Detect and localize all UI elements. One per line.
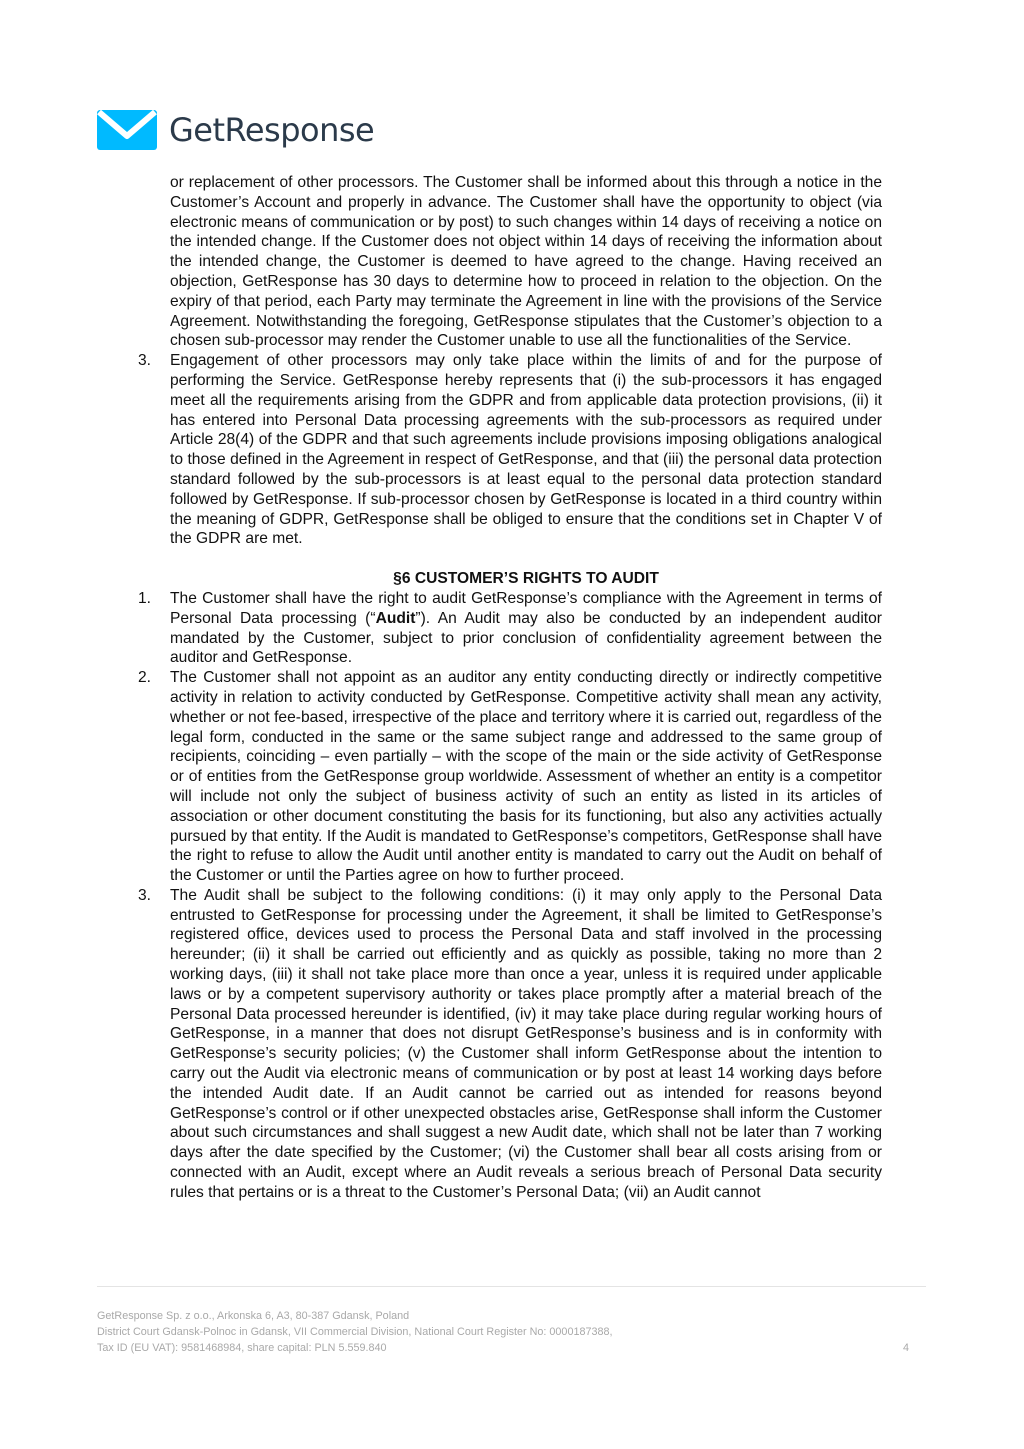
continuation-paragraph: or replacement of other processors. The Customer shall be informed about this through a notice in the Customer’s Account and properly in advance. The Customer shall have the opportunity to object (via electronic means of communication or by post) to such changes within 14 days of receiving a notice on the intended change. If the Customer does not object within 14 days of receiving the information about the intended change, the Customer is deemed to have agreed to the change. Having received an objection, GetResponse has 30 days to determine how to proceed in relation to the objection. On the expiry of that period, each Party may terminate the Agreement in line with the provisions of the Service Agreement. Notwithstanding the foregoing, GetResponse stipulates that the Customer’s objection to a chosen sub-processor may render the Customer unable to use all the functionalities of the Service. — [170, 174, 882, 350]
envelope-logo-icon — [97, 110, 157, 150]
brand-name: GetResponse — [169, 111, 375, 149]
item-number: 1. — [138, 589, 152, 607]
section6-item-3 — [138, 886, 882, 1203]
footer-tax-info: Tax ID (EU VAT): 9581468984, share capital: PLN 5.559.840 — [97, 1341, 387, 1354]
page-footer — [97, 1309, 909, 1356]
brand-logo — [97, 108, 374, 152]
item-text-after: ”). An Audit may also be conducted by an independent auditor mandated by the Customer, subject to prior conclusion of confidentiality agreement between the auditor and GetResponse. — [170, 609, 882, 667]
defined-term: Audit — [375, 609, 416, 627]
footer-company-address: GetResponse Sp. z o.o., Arkonska 6, A3, 80-387 Gdansk, Poland — [97, 1310, 410, 1322]
page-number: 4 — [902, 1341, 909, 1354]
document-body — [138, 173, 882, 1203]
footer-divider — [97, 1286, 926, 1287]
item-text: Engagement of other processors may only take place within the limits of and for the purpose of performing the Service. GetResponse hereby represents that (i) the sub-processors it has engaged meet all the requirements arising from the GDPR and from applicable data protection provisions, (ii) it has entered into Personal Data processing agreements with the sub-processors as required under Article 28(4) of the GDPR and that such agreements include provisions imposing obligations analogical to those defined in the Agreement in respect of GetResponse, and that (iii) the personal data protection standard followed by the sub-processors is at least equal to the personal data protection standard followed by GetResponse. If sub-processor chosen by GetResponse is located in a third country within the meaning of GDPR, GetResponse shall be obliged to ensure that the conditions set in Chapter V of the GDPR are met. — [170, 352, 882, 548]
item-text-before: The Customer shall have the right to audit GetResponse’s compliance with the Agreement in terms of Personal Data processing (“ — [170, 589, 882, 627]
section6-item-2 — [138, 668, 882, 886]
item-number: 2. — [138, 669, 152, 687]
item-text: The Audit shall be subject to the following conditions: (i) it may only apply to the Personal Data entrusted to GetResponse for processing under the Agreement, it shall be limited to GetResponse’s registered office, devices used to process the Personal Data and staff involved in the processing hereunder; (ii) it shall be carried out efficiently and as quickly as possible, taking no more than 2 working days, (iii) it shall not take place more than once a year, unless it is required under applicable laws or by a competent supervisory authority or takes place promptly after a material breach of the Personal Data processed hereunder is identified, (iv) it may take place during regular working hours of GetResponse, in a manner that does not disrupt GetResponse’s business and is in conformity with GetResponse’s security policies; (v) the Customer shall inform GetResponse about the intention to carry out the Audit via electronic means of communication or by post at least 14 working days before the intended Audit date. If an Audit cannot be carried out as intended for reasons beyond GetResponse’s control or if other unexpected obstacles arise, GetResponse shall inform the Customer about such circumstances and shall suggest a new Audit date, which shall not be later than 7 working days after the date specified by the Customer; (vi) the Customer shall bear all costs arising from or connected with an Audit, except where an Audit reveals a serious breach of Personal Data security rules that pertains or is a threat to the Customer’s Personal Data; (vii) an Audit cannot — [170, 886, 882, 1201]
footer-court-register: District Court Gdansk-Polnoc in Gdansk, VII Commercial Division, National Court Register No: 0000187388, — [97, 1325, 613, 1338]
section5-item-3 — [138, 351, 882, 549]
section-heading: §6 CUSTOMER’S RIGHTS TO AUDIT — [393, 570, 659, 588]
item-number: 3. — [138, 352, 152, 370]
item-text: The Customer shall not appoint as an auditor any entity conducting directly or indirectly competitive activity in relation to activity conducted by GetResponse. Competitive activity shall mean any activity, whether or not fee-based, irrespective of the place and territory where it is carried out, regardless of the legal form, conducted in the same or the same subject range and addressed to the same group of recipients, coinciding – even partially – with the scope of the main or the side activity of GetResponse or of entities from the GetResponse group worldwide. Assessment of whether an entity is a competitor will include not only the subject of business activity of such an entity as listed in its articles of association or other document constituting the basis for its functioning, but also any activities actually pursued by that entity. If the Audit is mandated to GetResponse’s competitors, GetResponse shall have the right to refuse to allow the Audit until another entity is mandated to carry out the Audit on behalf of the Customer or until the Parties agree on how to further proceed. — [170, 669, 882, 885]
section6-item-1 — [138, 589, 882, 668]
item-number: 3. — [138, 886, 152, 904]
